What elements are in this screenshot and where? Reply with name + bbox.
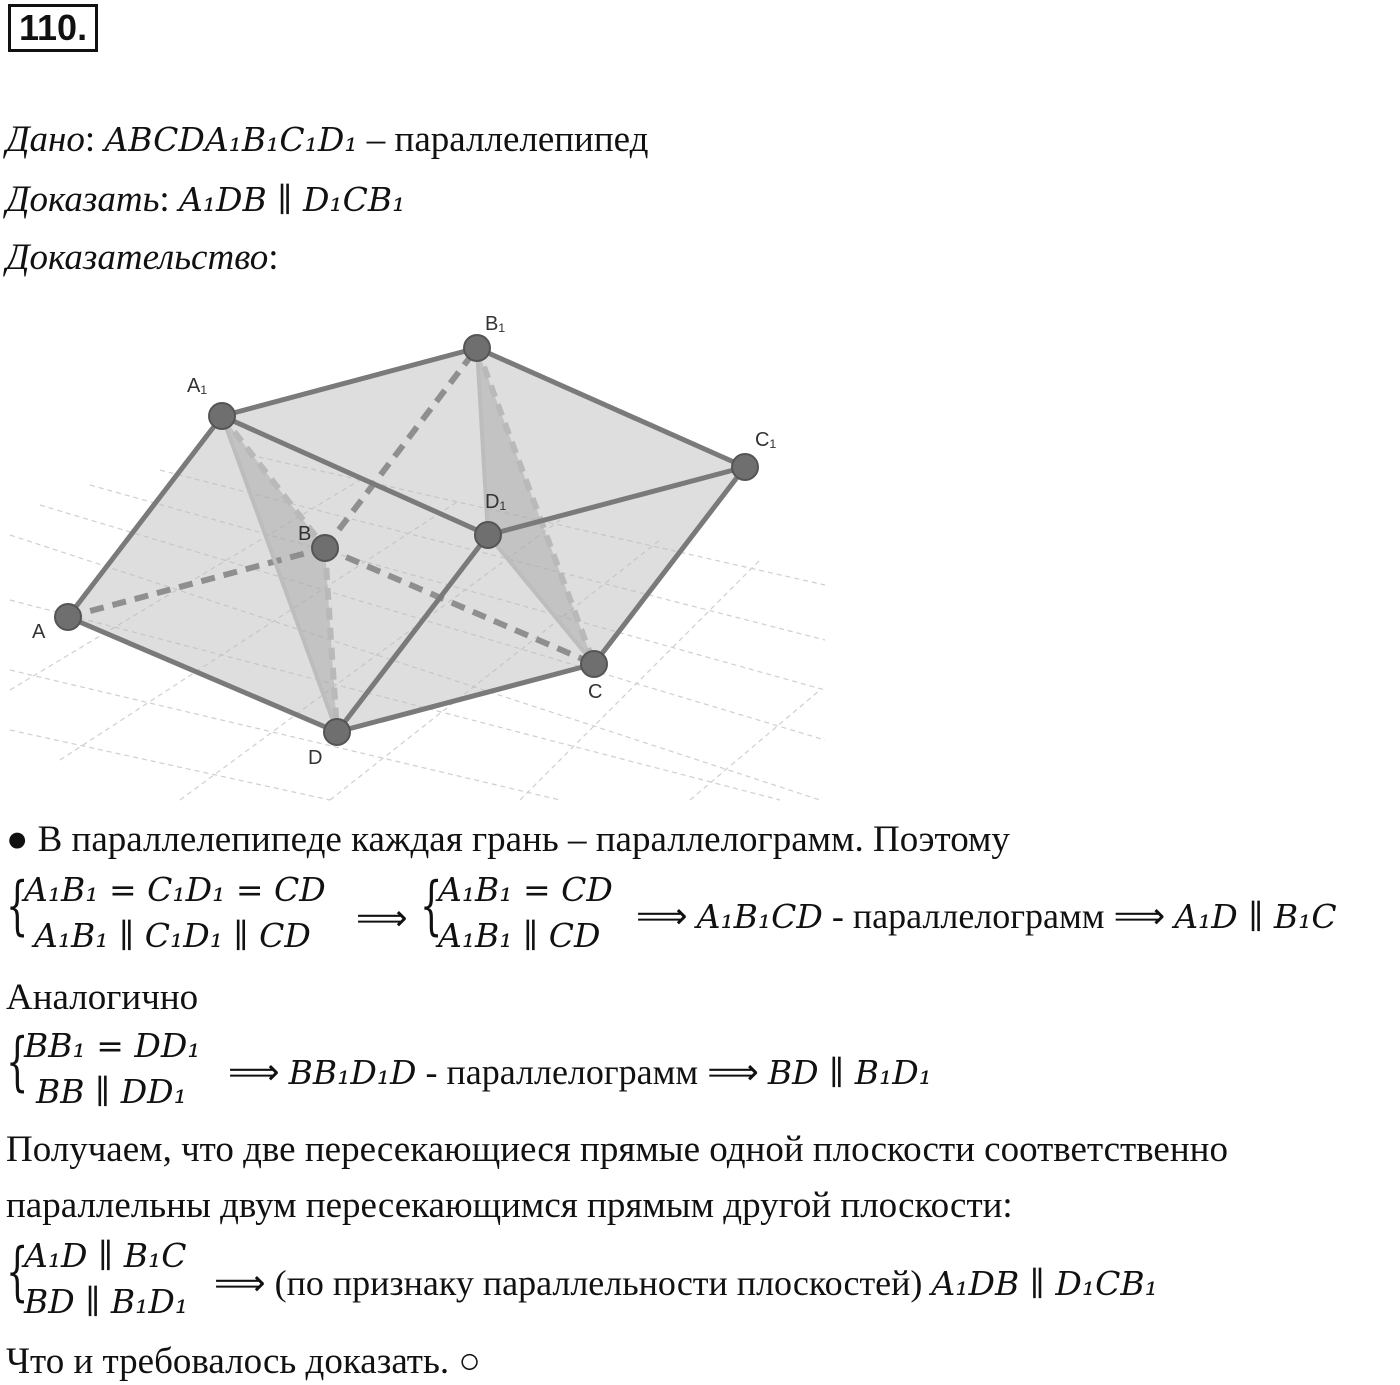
system-4: { A₁D ∥ B₁C BD ∥ B₁D₁: [6, 1235, 189, 1321]
paragraph-2b: параллельны двум пересекающимся прямым другой плоскости:: [6, 1185, 1013, 1226]
vertex-B: [312, 535, 338, 561]
final-line: Что и требовалось доказать. ○: [6, 1341, 481, 1382]
given-type: параллелепипед: [394, 119, 649, 160]
system-1-row-1: A₁B₁ = C₁D₁ = CD: [24, 870, 326, 909]
vertex-A: [55, 604, 81, 630]
system-2-row-2: A₁B₁ ∥ CD: [438, 916, 601, 955]
label-B: B: [298, 523, 312, 545]
prove-line: Доказать: A₁DB ∥ D₁CB₁: [6, 179, 406, 220]
proof-line: Доказательство:: [6, 237, 279, 278]
system-4-row-1: A₁D ∥ B₁C: [24, 1236, 187, 1275]
result-1-conclusion: A₁D ∥ B₁C: [1174, 897, 1337, 936]
result-2-conclusion: BD ∥ B₁D₁: [767, 1053, 932, 1092]
result-1: ⟹ A₁B₁CD - параллелограмм ⟹ A₁D ∥ B₁C: [636, 896, 1337, 936]
label-B1: B₁: [485, 313, 506, 335]
system-3-row-2: BB ∥ DD₁: [36, 1072, 187, 1111]
vertex-D: [324, 719, 350, 745]
label-C: C: [588, 681, 603, 703]
system-3: { BB₁ = DD₁ BB ∥ DD₁: [6, 1025, 201, 1111]
system-4-row-2: BD ∥ B₁D₁: [24, 1282, 189, 1321]
implies-1: ⟹: [356, 898, 408, 938]
vertex-A1: [209, 403, 235, 429]
result-2-figure: BB₁D₁D: [288, 1053, 417, 1092]
result-3: ⟹ (по признаку параллельности плоскостей) A₁DB ∥ D₁CB₁: [214, 1263, 1158, 1303]
label-A1: A₁: [187, 375, 208, 397]
result-2: ⟹ BB₁D₁D - параллелограмм ⟹ BD ∥ B₁D₁: [228, 1052, 932, 1092]
system-2-row-1: A₁B₁ = CD: [438, 870, 613, 909]
parallelepiped-figure: [0, 300, 830, 810]
label-A: A: [32, 621, 46, 643]
prove-label: Доказать: [6, 179, 160, 220]
label-C1: C₁: [755, 429, 777, 451]
faces: [68, 348, 745, 732]
vertex-B1: [464, 335, 490, 361]
given-label: Дано: [6, 119, 85, 160]
analog-line: Аналогично: [6, 977, 199, 1018]
paragraph-2a: Получаем, что две пересекающиеся прямые одной плоскости соответственно: [6, 1129, 1228, 1170]
system-2: { A₁B₁ = CD A₁B₁ ∥ CD: [420, 869, 613, 955]
given-figure: ABCDA₁B₁C₁D₁: [104, 120, 358, 159]
vertex-C: [581, 651, 607, 677]
result-3-conclusion: A₁DB ∥ D₁CB₁: [931, 1264, 1158, 1303]
system-1-row-2: A₁B₁ ∥ C₁D₁ ∥ CD: [34, 916, 311, 955]
vertex-C1: [732, 454, 758, 480]
proof-label: Доказательство: [6, 237, 269, 278]
prove-statement: A₁DB ∥ D₁CB₁: [178, 180, 406, 219]
system-1: { A₁B₁ = C₁D₁ = CD A₁B₁ ∥ C₁D₁ ∥ CD: [6, 869, 326, 955]
label-D: D: [308, 747, 323, 769]
vertex-D1: [475, 522, 501, 548]
paragraph-1: ● В параллелепипеде каждая грань – параллелограмм. Поэтому: [6, 819, 1010, 860]
system-3-row-1: BB₁ = DD₁: [24, 1026, 201, 1065]
label-D1: D₁: [485, 491, 507, 513]
given-line: Дано: ABCDA₁B₁C₁D₁ – параллелепипед: [6, 119, 649, 160]
result-1-figure: A₁B₁CD: [696, 897, 823, 936]
task-number: 110.: [8, 4, 98, 52]
